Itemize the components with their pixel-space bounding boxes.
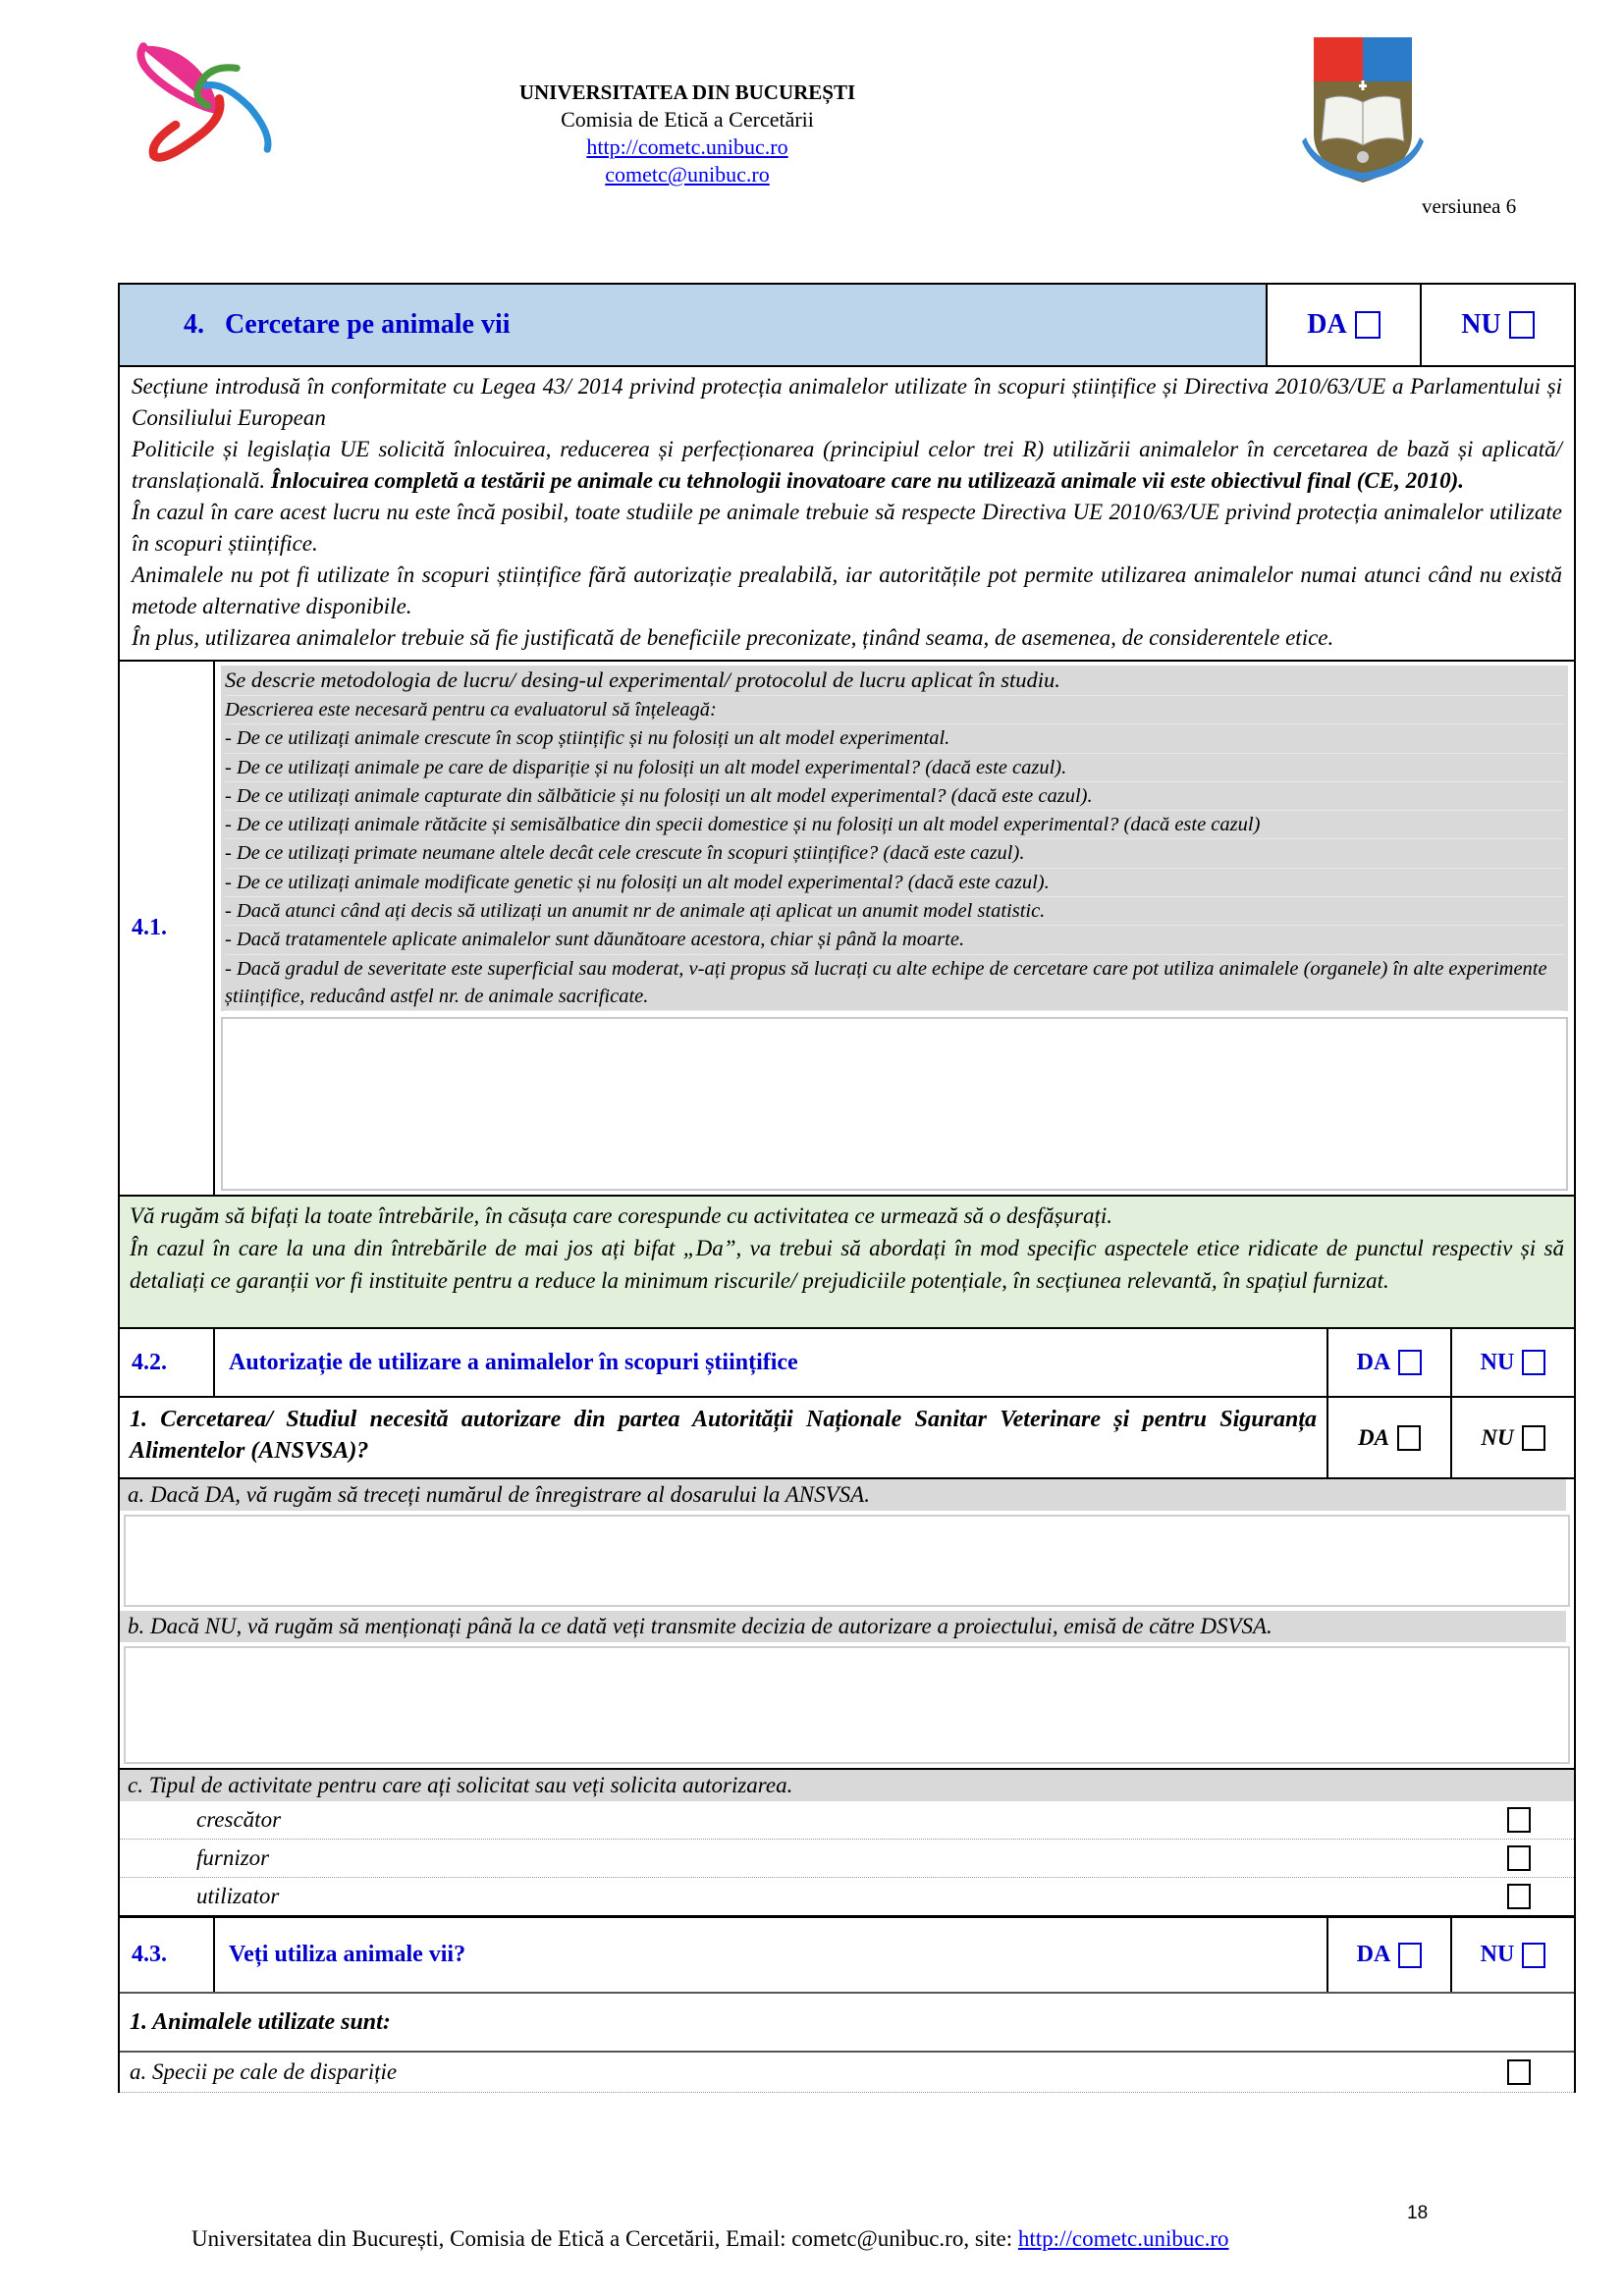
animals-used-heading: 1. Animalele utilizate sunt:: [120, 1994, 1574, 2053]
ansvsa-question-text: 1. Cercetarea/ Studiul necesită autorizare din partea Autorității Naționale Sanitar Veterinare și pentru Siguranța Alimentelor (ANSVSA)?: [120, 1398, 1328, 1477]
guidance-line: - De ce utilizați animale rătăcite și semisălbatice din specii domestice și nu folosiți un alt model experimental? (dacă este cazul): [225, 811, 1564, 839]
guidance-line: - De ce utilizați animale capturate din sălbăticie și nu folosiți un alt model experimental? (dacă este cazul).: [225, 782, 1564, 811]
activity-option-utilizator[interactable]: utilizator: [120, 1878, 1574, 1918]
ansvsa-question-row: [120, 1398, 1574, 1479]
section-4-1-number: 4.1.: [120, 662, 215, 1195]
ansvsa-yes-checkbox[interactable]: [1397, 1425, 1421, 1451]
commission-name: Comisia de Etică a Cercetării: [561, 107, 814, 132]
guidance-line: - De ce utilizați animale modificate genetic și nu folosiți un alt model experimental? (dacă este cazul).: [225, 869, 1564, 897]
university-crest-icon: [1294, 35, 1432, 192]
section-4-2-no-option[interactable]: NU: [1452, 1329, 1574, 1396]
instructions-note: [120, 1197, 1574, 1329]
section-4-3-no-option[interactable]: NU: [1452, 1918, 1574, 1992]
guidance-line: - Dacă atunci când ați decis să utilizați un anumit nr de animale ați aplicat un anumit model statistic.: [225, 897, 1564, 926]
endangered-species-checkbox[interactable]: [1507, 2059, 1531, 2085]
section-4-title: 4. Cercetare pe animale vii: [120, 285, 1268, 365]
guidance-line: - De ce utilizați primate neumane altele decât cele crescute în scopuri științifice? (dacă este cazul).: [225, 839, 1564, 868]
activity-option-furnizor[interactable]: furnizor: [120, 1840, 1574, 1878]
guidance-line: Descrierea este necesară pentru ca evaluatorul să înțeleagă:: [225, 696, 1564, 724]
methodology-answer-field[interactable]: [221, 1017, 1568, 1191]
email-link[interactable]: cometc@unibuc.ro: [605, 162, 770, 187]
crescator-checkbox[interactable]: [1507, 1807, 1531, 1833]
dsvsa-date-label: b. Dacă NU, vă rugăm să menționați până la ce dată veți transmite decizia de autorizare a proiectului, emisă de către DSVSA.: [120, 1611, 1566, 1642]
document-header: [393, 79, 982, 188]
guidance-line: - De ce utilizați animale crescute în scop științific și nu folosiți un alt model experimental.: [225, 724, 1564, 753]
page-number: 18: [1407, 2203, 1429, 2223]
note-paragraph-1: Vă rugăm să bifați la toate întrebările, în căsuța care corespunde cu activitatea ce urmează să o desfășurați.: [130, 1203, 1113, 1228]
activity-option-crescator[interactable]: crescător: [120, 1801, 1574, 1840]
dsvsa-date-block: [120, 1611, 1574, 1770]
section-4-yes-checkbox[interactable]: [1355, 311, 1380, 339]
section-4-2-title: Autorizație de utilizare a animalelor în scopuri științifice: [215, 1329, 1328, 1396]
footer-site-link[interactable]: http://cometc.unibuc.ro: [1017, 2226, 1229, 2251]
section-4-table: [118, 283, 1576, 2093]
utilizator-checkbox[interactable]: [1507, 1884, 1531, 1909]
animal-option-endangered[interactable]: a. Specii pe cale de dispariție: [120, 2053, 1574, 2093]
version-label: versiunea 6: [1422, 194, 1517, 218]
furnizor-checkbox[interactable]: [1507, 1845, 1531, 1871]
section-4-3-number: 4.3.: [120, 1918, 215, 1992]
section-4-2-yes-checkbox[interactable]: [1398, 1350, 1422, 1375]
ansvsa-registration-label: a. Dacă DA, vă rugăm să treceți numărul de înregistrare al dosarului la ANSVSA.: [120, 1479, 1566, 1511]
website-link[interactable]: http://cometc.unibuc.ro: [586, 134, 788, 159]
activity-type-block: [120, 1770, 1574, 1918]
section-4-2-number: 4.2.: [120, 1329, 215, 1396]
section-4-3-yes-checkbox[interactable]: [1398, 1943, 1422, 1968]
ansvsa-no-checkbox[interactable]: [1522, 1425, 1545, 1451]
section-4-2-yes-option[interactable]: DA: [1328, 1329, 1452, 1396]
section-4-1-guidance: [221, 666, 1568, 1011]
section-4-no-option[interactable]: NU: [1422, 285, 1574, 365]
intro-paragraph-2: Politicile și legislația UE solicită înlocuirea, reducerea și perfecționarea (principiul celor trei R) utilizării animalelor în cercetarea de bază și aplicată/ translațională. Înlocuirea completă a testării pe animale cu tehnologii inovatoare care nu utilizează animale vii este obiectivul final (CE, 2010).: [132, 437, 1562, 493]
section-4-2-header: [120, 1329, 1574, 1398]
intro-paragraph-4: Animalele nu pot fi utilizate în scopuri științifice fără autorizație prealabilă, iar autoritățile pot permite utilizarea animalelor numai atunci când nu există metode alternative disponibile.: [132, 562, 1562, 618]
note-paragraph-2: În cazul în care la una din întrebările de mai jos ați bifat „Da”, va trebui să abordați în mod specific aspectele etice ridicate de punctul respectiv și să detaliați ce garanții vor fi instituite pentru a reduce la minimum riscurile/ prejudiciile potențiale, în secțiunea relevantă, în spațiul furnizat.: [130, 1236, 1564, 1293]
ansvsa-registration-input[interactable]: [124, 1515, 1570, 1607]
ansvsa-yes-option[interactable]: DA: [1328, 1398, 1452, 1477]
guidance-line: - De ce utilizați animale pe care de dispariție și nu folosiți un alt model experimental? (dacă este cazul).: [225, 754, 1564, 782]
dsvsa-date-input[interactable]: [124, 1646, 1570, 1764]
section-4-yes-option[interactable]: DA: [1268, 285, 1422, 365]
section-4-3-no-checkbox[interactable]: [1522, 1943, 1545, 1968]
intro-paragraph-1: Secțiune introdusă în conformitate cu Legea 43/ 2014 privind protecția animalelor utilizate în scopuri științifice și Directiva 2010/63/UE a Parlamentului și Consiliului European: [132, 374, 1562, 430]
cometc-logo-icon: [128, 34, 285, 172]
section-4-1-row: [120, 662, 1574, 1197]
ansvsa-no-option[interactable]: NU: [1452, 1398, 1574, 1477]
section-4-2-no-checkbox[interactable]: [1522, 1350, 1545, 1375]
section-4-no-checkbox[interactable]: [1509, 311, 1535, 339]
section-4-3-title: Veți utiliza animale vii?: [215, 1918, 1328, 1992]
ansvsa-registration-block: [120, 1479, 1574, 1607]
activity-type-label: c. Tipul de activitate pentru care ați solicitat sau veți solicita autorizarea.: [120, 1770, 1574, 1801]
guidance-line: - Dacă gradul de severitate este superficial sau moderat, v-ați propus să lucrați cu alte echipe de cercetare care pot utiliza animalele (organele) în alte experimente științifice, reducând astfel nr. de animale sacrificate.: [225, 955, 1564, 1012]
intro-paragraph-5: În plus, utilizarea animalelor trebuie să fie justificată de beneficiile preconizate, ținând seama, de asemenea, de considerentele etice.: [132, 625, 1334, 650]
section-4-3-header: [120, 1918, 1574, 1994]
guidance-line: - Dacă tratamentele aplicate animalelor sunt dăunătoare acestora, chiar și până la moarte.: [225, 926, 1564, 954]
section-4-header: [120, 285, 1574, 367]
footer-text: Universitatea din București, Comisia de Etică a Cercetării, Email: cometc@unibuc.ro, site:: [191, 2226, 1018, 2251]
section-4-intro: [120, 367, 1574, 662]
university-name: UNIVERSITATEA DIN BUCUREȘTI: [518, 80, 856, 104]
guidance-heading: Se descrie metodologia de lucru/ desing-ul experimental/ protocolul de lucru aplicat în studiu.: [225, 666, 1564, 696]
intro-paragraph-3: În cazul în care acest lucru nu este încă posibil, toate studiile pe animale trebuie să respecte Directiva UE 2010/63/UE privind protecția animalelor utilizate în scopuri științifice.: [132, 500, 1562, 556]
section-4-3-yes-option[interactable]: DA: [1328, 1918, 1452, 1992]
